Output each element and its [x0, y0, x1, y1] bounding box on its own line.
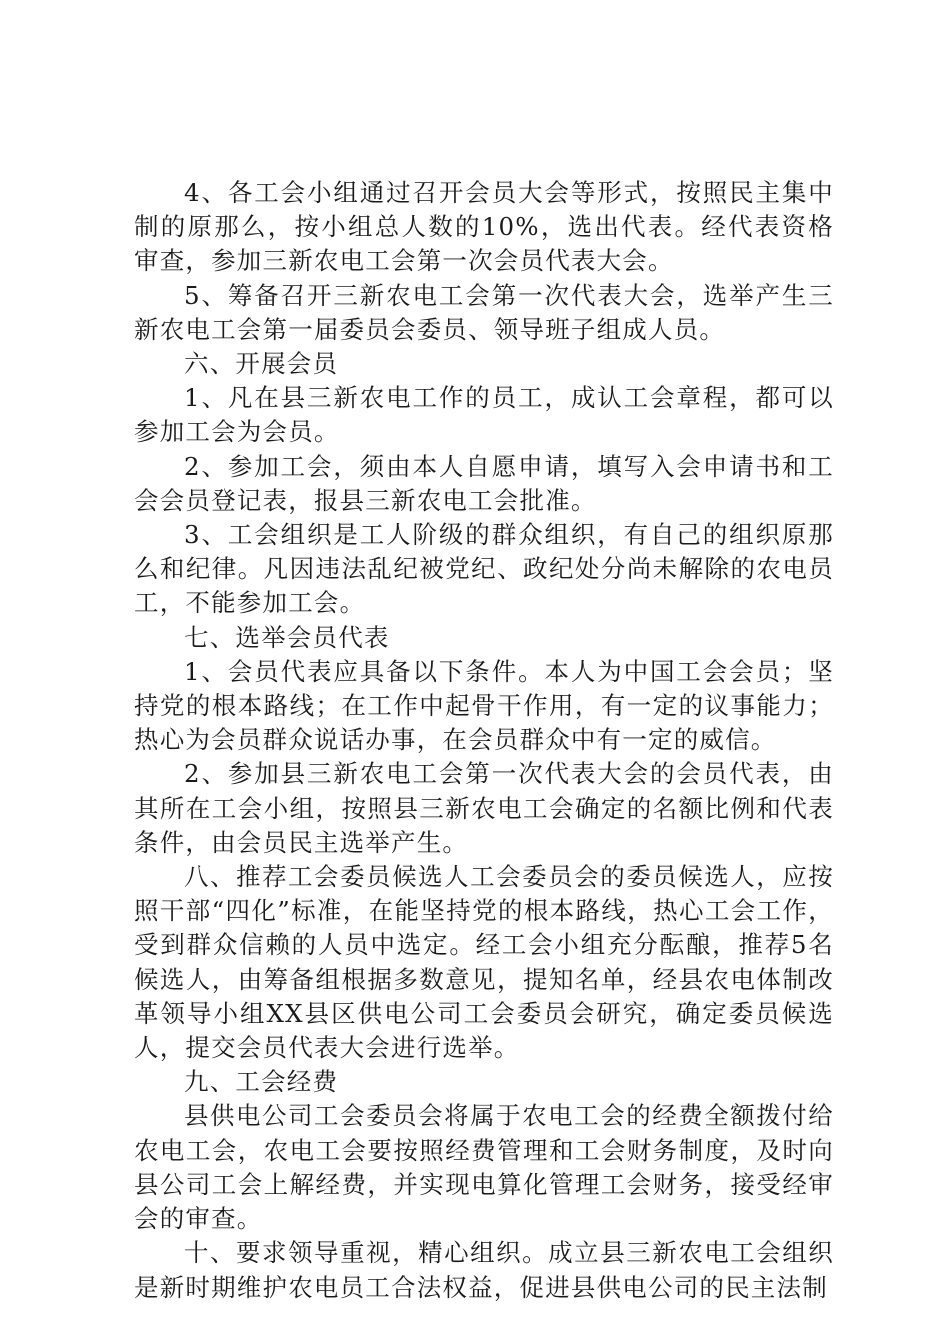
section-heading-7: 七、选举会员代表 [184, 622, 390, 652]
section-heading-9: 九、工会经费 [184, 1067, 339, 1097]
section-heading-6: 六、开展会员 [184, 349, 339, 379]
paragraph-item-4: 4、各工会小组通过召开会员大会等形式，按照民主集中制的原那么，按小组总人数的10%，选出代表。经代表资格审查，参加三新农电工会第一次会员代表大会。 [134, 178, 834, 276]
paragraph-6-2: 2、参加工会，须由本人自愿申请，填写入会申请书和工会会员登记表，报县三新农电工会批准。 [134, 451, 834, 515]
paragraph-7-2: 2、参加县三新农电工会第一次代表大会的会员代表，由其所在工会小组，按照县三新农电工会确定的名额比例和代表条件，由会员民主选举产生。 [134, 759, 834, 857]
paragraph-6-1: 1、凡在县三新农电工作的员工，成认工会章程，都可以参加工会为会员。 [134, 383, 834, 447]
document-body [134, 176, 834, 1305]
section-8-paragraph: 八、推荐工会委员候选人工会委员会的委员候选人，应按照干部“四化”标准，在能坚持党的根本路线，热心工会工作，受到群众信赖的人员中选定。经工会小组充分酝酿，推荐5名候选人，由筹备组根据多数意见，提知名单，经县农电体制改革领导小组XX县区供电公司工会委员会研究，确定委员候选人，提交会员代表大会进行选举。 [134, 862, 834, 1063]
paragraph-9-body: 县供电公司工会委员会将属于农电工会的经费全额拨付给农电工会，农电工会要按照经费管理和工会财务制度，及时向县公司工会上解经费，并实现电算化管理工会财务，接受经审会的审查。 [134, 1101, 834, 1234]
paragraph-6-3: 3、工会组织是工人阶级的群众组织，有自己的组织原那么和纪律。凡因违法乱纪被党纪、政纪处分尚未解除的农电员工，不能参加工会。 [134, 520, 834, 618]
section-10-paragraph: 十、要求领导重视，精心组织。成立县三新农电工会组织是新时期维护农电员工合法权益，促进县供电公司的民主法制 [134, 1238, 834, 1302]
paragraph-7-1: 1、会员代表应具备以下条件。本人为中国工会会员；坚持党的根本路线；在工作中起骨干作用，有一定的议事能力；热心为会员群众说话办事，在会员群众中有一定的威信。 [134, 656, 834, 755]
paragraph-item-5: 5、筹备召开三新农电工会第一次代表大会，选举产生三新农电工会第一届委员会委员、领导班子组成人员。 [134, 280, 834, 344]
